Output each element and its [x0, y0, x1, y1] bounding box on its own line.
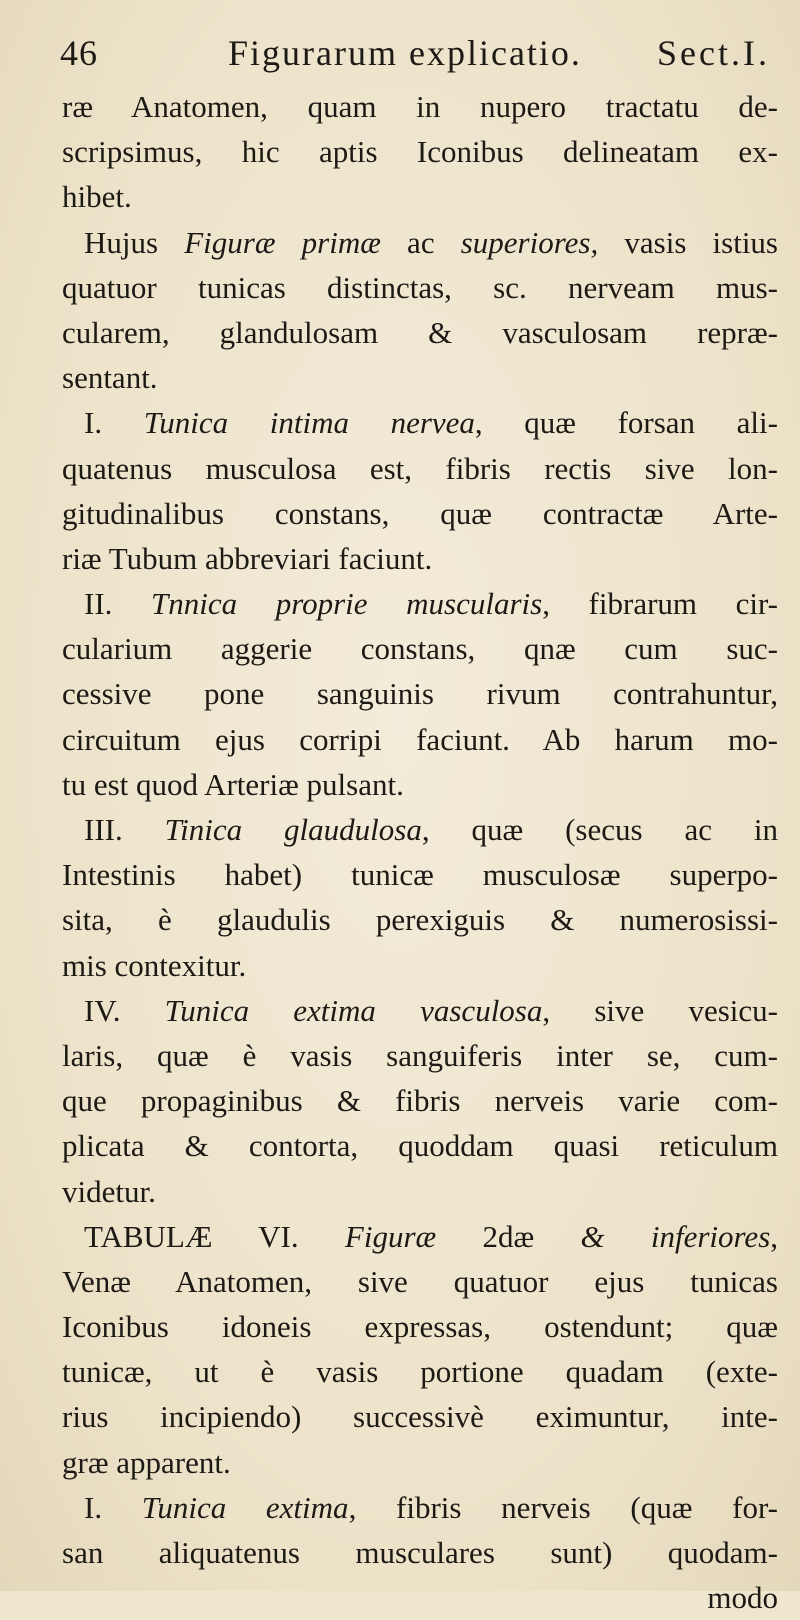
text-span: Hujus: [84, 224, 185, 260]
text-line: [62, 1530, 778, 1575]
text-span: sita, è glaudulis perexiguis & numerosissi-: [62, 902, 778, 938]
italic-span: Tnnica proprie muscularis: [151, 586, 543, 622]
text-line: [62, 1349, 778, 1394]
text-span: ,: [770, 1218, 779, 1254]
text-line: [62, 717, 778, 762]
text-span: plicata & contorta, quoddam quasi reticulum: [62, 1128, 778, 1164]
text-span: quatenus musculosa est, fibris rectis sive lon-: [62, 450, 778, 486]
text-span: Iconibus idoneis expressas, ostendunt; quæ: [62, 1309, 778, 1345]
italic-span: Figuræ: [344, 1218, 437, 1254]
text-line: [62, 174, 778, 219]
section-label: Sect.I.: [657, 33, 770, 73]
text-span: IV.: [84, 992, 165, 1028]
text-line: [62, 220, 778, 265]
text-span: cularium aggerie constans, qnæ cum suc-: [62, 631, 778, 667]
text-line: [62, 1033, 778, 1078]
text-span: I.: [84, 405, 144, 441]
text-span: cessive pone sanguinis rivum contrahuntur,: [62, 676, 778, 712]
text-line: [62, 1485, 778, 1530]
text-line: [62, 581, 778, 626]
text-line: [62, 1169, 778, 1214]
text-span: , quæ (secus ac in: [421, 812, 778, 847]
text-span: I.: [84, 1489, 142, 1525]
text-line: [62, 400, 778, 445]
text-span: gitudinalibus constans, quæ contractæ Arte-: [62, 495, 778, 531]
text-line: [62, 1440, 778, 1485]
text-line: [62, 129, 778, 174]
italic-span: Tunica intima nervea: [143, 405, 475, 441]
text-line: [62, 897, 778, 942]
text-span: Venæ Anatomen, sive quatuor ejus tunicas: [62, 1263, 778, 1299]
italic-span: Tinica glaudulosa: [164, 812, 422, 847]
italic-span: Figuræ primæ: [184, 224, 381, 260]
text-line: [62, 491, 778, 536]
text-span: , quæ forsan ali-: [474, 405, 778, 441]
text-line: [62, 310, 778, 355]
body-text: [62, 84, 778, 1620]
text-line: [62, 536, 778, 581]
text-line: [62, 988, 778, 1033]
text-span: 2dæ: [436, 1218, 581, 1254]
text-line: [62, 852, 778, 897]
text-line: [62, 807, 778, 852]
text-span: tunicæ, ut è vasis portione quadam (exte-: [62, 1354, 778, 1390]
text-line: [62, 446, 778, 491]
text-span: , fibrarum cir-: [542, 586, 779, 622]
italic-span: Tunica extima vasculosa: [164, 992, 543, 1028]
text-span: vasis istius: [598, 224, 778, 260]
italic-span: & inferiores: [580, 1218, 771, 1254]
running-title: Figurarum explicatio.: [228, 33, 582, 73]
text-span: san aliquatenus musculares sunt) quodam-: [62, 1535, 778, 1570]
text-span: hibet.: [62, 179, 132, 215]
italic-span: Tunica extima: [141, 1489, 349, 1525]
text-span: modo: [707, 1580, 778, 1616]
text-span: riæ Tubum abbreviari faciunt.: [62, 540, 433, 576]
text-line: [62, 1394, 778, 1439]
text-span: que propaginibus & fibris nerveis varie com-: [62, 1083, 778, 1119]
text-span: mis contexitur.: [62, 947, 247, 983]
text-line: [62, 943, 778, 988]
text-span: ræ Anatomen, quam in nupero tractatu de-: [62, 89, 778, 124]
text-span: , sive vesicu-: [542, 992, 778, 1028]
text-span: quatuor tunicas distinctas, sc. nerveam mus-: [62, 269, 778, 305]
text-span: TABULÆ VI.: [84, 1218, 345, 1254]
text-span: Intestinis habet) tunicæ musculosæ superpo-: [62, 857, 778, 893]
text-span: laris, quæ è vasis sanguiferis inter se, cum-: [62, 1037, 778, 1073]
text-span: sentant.: [62, 360, 158, 396]
text-span: ac: [380, 224, 461, 260]
text-span: II.: [84, 586, 151, 622]
text-span: cularem, glandulosam & vasculosam repræ-: [62, 314, 778, 350]
text-line: [62, 355, 778, 400]
text-span: scripsimus, hic aptis Iconibus delineatam ex-: [62, 134, 778, 170]
text-line: [62, 671, 778, 716]
text-line: [62, 265, 778, 310]
text-line: [62, 1304, 778, 1349]
text-line: [62, 1214, 778, 1259]
text-span: græ apparent.: [62, 1444, 231, 1480]
text-span: tu est quod Arteriæ pulsant.: [62, 766, 404, 802]
text-line: [62, 1575, 778, 1620]
text-line: [62, 626, 778, 671]
text-span: III.: [84, 812, 165, 847]
text-span: rius incipiendo) successivè eximuntur, inte-: [62, 1399, 778, 1435]
text-span: videtur.: [62, 1173, 156, 1209]
text-span: circuitum ejus corripi faciunt. Ab harum mo-: [62, 721, 778, 757]
text-span: , fibris nerveis (quæ for-: [348, 1489, 778, 1525]
text-line: [62, 84, 778, 129]
page-number: 46: [60, 33, 98, 73]
text-line: [62, 1123, 778, 1168]
text-line: [62, 762, 778, 807]
text-line: [62, 1259, 778, 1304]
text-line: [62, 1078, 778, 1123]
italic-span: superiores,: [460, 224, 599, 260]
running-header: [60, 28, 770, 76]
